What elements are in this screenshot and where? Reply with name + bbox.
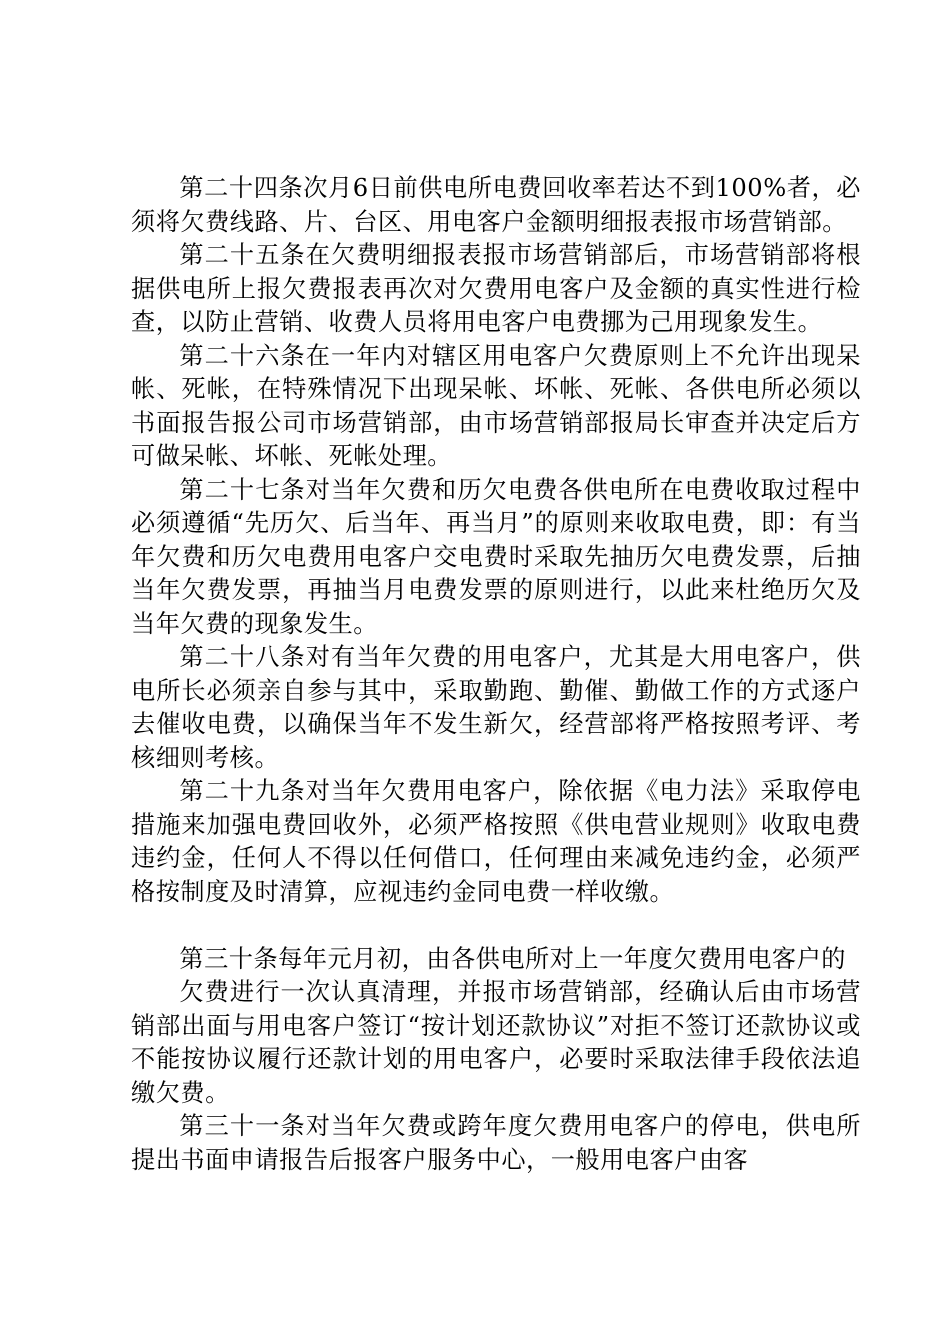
article-28: 第二十八条对有当年欠费的用电客户，尤其是大用电客户，供电所长必须亲自参与其中，采取勤跑、勤催、勤做工作的方式逐户去催收电费，以确保当年不发生新欠，经营部将严格按照考评、考核细则考核。: [131, 643, 861, 772]
article-30-body: 欠费进行一次认真清理，并报市场营销部，经确认后由市场营销部出面与用电客户签订“按计划还款协议”对拒不签订还款协议或不能按协议履行还款计划的用电客户，必要时采取法律手段依法追缴欠费。: [131, 978, 861, 1107]
document-body: [131, 172, 861, 1177]
article-27: 第二十七条对当年欠费和历欠电费各供电所在电费收取过程中必须遵循“先历欠、后当年、再当月”的原则来收取电费，即：有当年欠费和历欠电费用电客户交电费时采取先抽历欠电费发票，后抽当年欠费发票，再抽当月电费发票的原则进行，以此来杜绝历欠及当年欠费的现象发生。: [131, 475, 861, 638]
article-26: 第二十六条在一年内对辖区用电客户欠费原则上不允许出现呆帐、死帐，在特殊情况下出现呆帐、坏帐、死帐、各供电所必须以书面报告报公司市场营销部，由市场营销部报局长审查并决定后方可做呆帐、坏帐、死帐处理。: [131, 341, 861, 470]
article-31: 第三十一条对当年欠费或跨年度欠费用电客户的停电，供电所提出书面申请报告后报客户服务中心，一般用电客户由客: [131, 1112, 861, 1174]
paragraph-gap: [131, 909, 861, 943]
article-25: 第二十五条在欠费明细报表报市场营销部后，市场营销部将根据供电所上报欠费报表再次对欠费用电客户及金额的真实性进行检查，以防止营销、收费人员将用电客户电费挪为己用现象发生。: [131, 241, 861, 336]
article-29: 第二十九条对当年欠费用电客户，除依据《电力法》采取停电措施来加强电费回收外，必须严格按照《供电营业规则》收取电费违约金，任何人不得以任何借口，任何理由来减免违约金，必须严格按制度及时清算，应视违约金同电费一样收缴。: [131, 777, 861, 906]
article-24: 第二十四条次月6日前供电所电费回收率若达不到100%者，必须将欠费线路、片、台区、用电客户金额明细报表报市场营销部。: [131, 174, 861, 236]
article-30-heading: 第三十条每年元月初，由各供电所对上一年度欠费用电客户的: [179, 944, 846, 973]
